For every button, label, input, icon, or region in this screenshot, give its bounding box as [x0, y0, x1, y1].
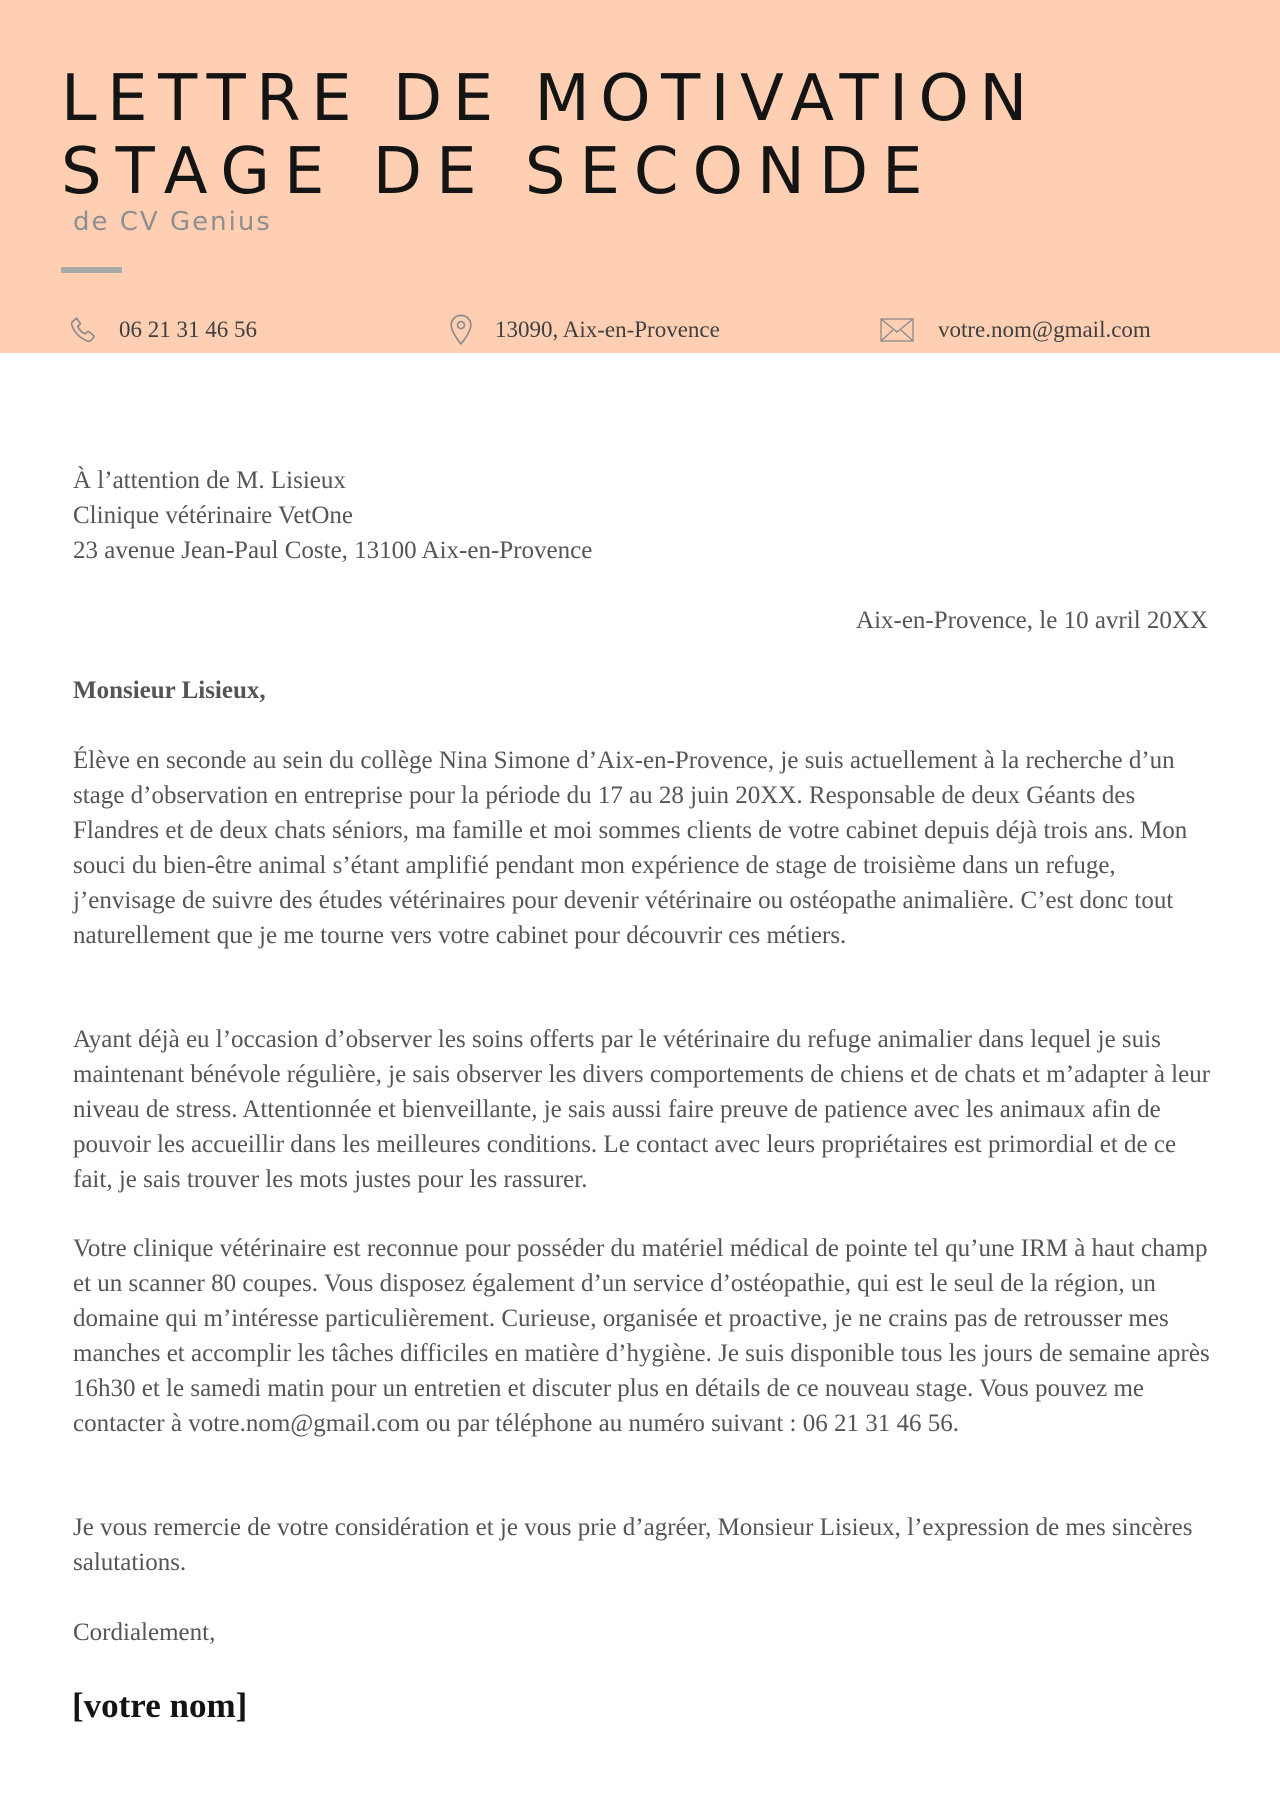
email-address: votre.nom@gmail.com [938, 317, 1151, 342]
body-paragraph: Élève en seconde au sein du collège Nina Simone d’Aix-en-Provence, je suis actuellement à la recherche d’un stage d’observation en entreprise pour la période du 17 au 28 juin 20XX. Responsable de deux Géants des Flandres et de deux chats séniors, ma famille et moi sommes clients de votre cabinet depuis déjà trois ans. Mon souci du bien-être animal s’étant amplifié pendant mon expérience de stage de troisième dans un refuge, j’envisage de suivre des études vétérinaires pour devenir vétérinaire ou ostéopathe animalière. C’est donc tout naturellement que je me tourne vers votre cabinet pour découvrir ces métiers. [73, 747, 1188, 949]
recipient-organization: Clinique vétérinaire VetOne [73, 502, 354, 529]
recipient-block [73, 463, 592, 568]
phone-icon [66, 313, 100, 347]
contact-location [444, 312, 720, 348]
page-title: LETTRE DE MOTIVATION [61, 62, 1038, 136]
envelope-icon [880, 313, 914, 347]
closing: Cordialement, [73, 1619, 216, 1646]
salutation: Monsieur Lisieux, [73, 677, 266, 704]
page-subtitle: STAGE DE SECONDE [61, 135, 937, 209]
body-paragraph: Je vous remercie de votre considération et je vous prie d’agréer, Monsieur Lisieux, l’expression de mes sincères salutations. [73, 1514, 1193, 1576]
signature: [votre nom] [72, 1686, 248, 1725]
recipient-name: À l’attention de M. Lisieux [73, 467, 346, 494]
recipient-address: 23 avenue Jean-Paul Coste, 13100 Aix-en-Provence [73, 537, 593, 564]
date-line: Aix-en-Provence, le 10 avril 20XX [856, 607, 1208, 634]
contact-phone [66, 312, 257, 348]
body-paragraph: Votre clinique vétérinaire est reconnue pour posséder du matériel médical de pointe tel qu’une IRM à haut champ et un scanner 80 coupes. Vous disposez également d’un service d’ostéopathie, qui est le seul de la région, un domaine qui m’intéresse particulièrement. Curieuse, organisée et proactive, je ne crains pas de retrousser mes manches et accomplir les tâches difficiles en matière d’hygiène. Je suis disponible tous les jours de semaine après 16h30 et le samedi matin pour un entretien et discuter plus en détails de ce nouveau stage. Vous pouvez me contacter à votre.nom@gmail.com ou par téléphone au numéro suivant : 06 21 31 46 56. [73, 1235, 1210, 1437]
author-credit: de CV Genius [73, 207, 272, 237]
location-text: 13090, Aix-en-Provence [495, 317, 720, 342]
accent-divider [61, 267, 122, 273]
map-pin-icon [444, 313, 478, 347]
body-paragraph: Ayant déjà eu l’occasion d’observer les soins offerts par le vétérinaire du refuge animalier dans lequel je suis maintenant bénévole régulière, je sais observer les divers comportements de chiens et de chats et m’adapter à leur niveau de stress. Attentionnée et bienveillante, je sais aussi faire preuve de patience avec les animaux afin de pouvoir les accueillir dans les meilleures conditions. Le contact avec leurs propriétaires est primordial et de ce fait, je sais trouver les mots justes pour les rassurer. [73, 1026, 1211, 1193]
contact-email [880, 312, 1151, 348]
phone-number: 06 21 31 46 56 [119, 317, 257, 342]
header-banner [0, 0, 1280, 353]
